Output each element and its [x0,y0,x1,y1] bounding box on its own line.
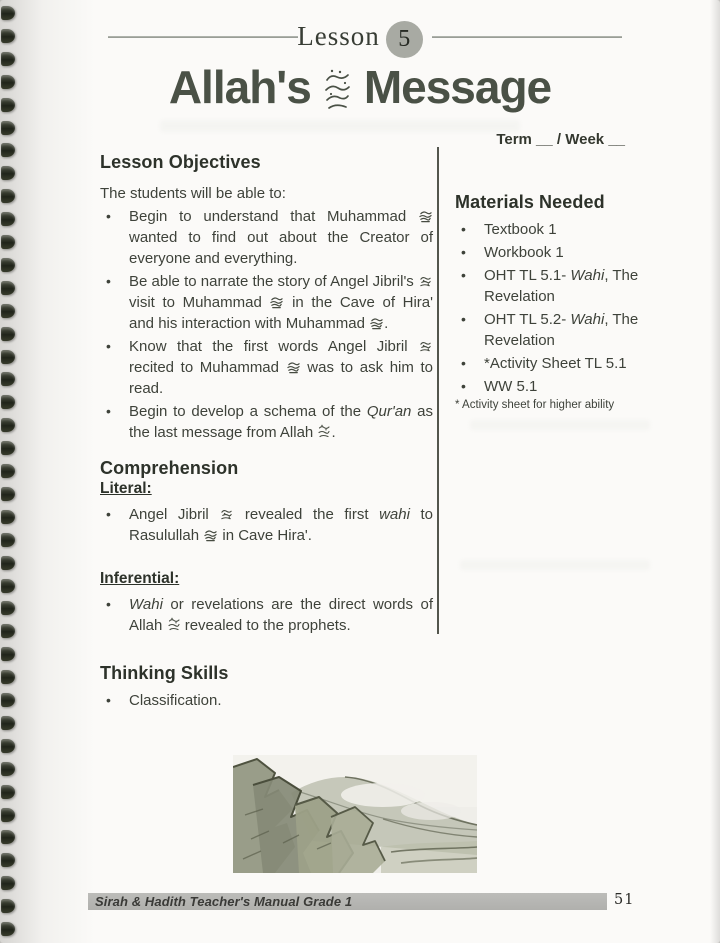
honorific-saw-icon [270,296,283,309]
spiral-coil [1,693,15,707]
spiral-coil [1,785,15,799]
spiral-binding [0,0,22,943]
honorific-as-icon [419,340,432,353]
spiral-coil [1,533,15,547]
spiral-coil [1,166,15,180]
list-item [100,206,433,269]
honorific-as-icon [220,508,233,521]
bullet-icon: • [461,244,466,260]
list-item [100,401,433,443]
spiral-coil [1,922,15,936]
literal-label: Literal: [100,480,152,497]
honorific-saw-icon [370,317,383,330]
page-number: 51 [614,892,635,908]
bullet-icon: • [106,692,111,708]
bullet-icon: • [106,273,111,289]
title-pre: Allah's [168,61,311,113]
spiral-coil [1,853,15,867]
list-item [455,376,661,397]
spiral-coil [1,647,15,661]
spiral-coil [1,98,15,112]
bullet-icon: • [461,221,466,237]
spiral-coil [1,601,15,615]
honorific-saw-icon [419,210,432,223]
bleed-through-smudge [470,420,650,430]
honorific-swt-icon [168,617,180,632]
spiral-coil [1,258,15,272]
list-item-text: OHT TL 5.1- Wahi, The Revelation [484,267,639,305]
bullet-icon: • [106,338,111,354]
lesson-header [0,15,720,58]
honorific-swt-icon [318,424,330,439]
spiral-coil [1,29,15,43]
materials-footnote: * Activity sheet for higher ability [455,399,615,411]
materials-heading: Materials Needed [455,192,605,212]
honorific-saw-icon [287,361,300,374]
spiral-coil [1,487,15,501]
spiral-coil [1,830,15,844]
inferential-label: Inferential: [100,570,180,587]
spiral-coil [1,121,15,135]
bleed-through-smudge [460,560,650,570]
objectives-list [100,206,433,443]
thinking-skills-list [100,690,433,711]
footer-manual-title: Sirah & Hadith Teacher's Manual Grade 1 [95,894,353,909]
list-item-text: WW 5.1 [484,378,538,395]
cave-hira-illustration [233,755,477,873]
spiral-coil [1,510,15,524]
page-title [60,60,660,114]
thinking-skills-heading: Thinking Skills [100,663,229,683]
objectives-heading: Lesson Objectives [100,152,261,172]
spiral-coil [1,556,15,570]
bullet-icon: • [461,267,466,283]
footer-bar [88,893,607,910]
list-item-text: Workbook 1 [484,244,564,261]
spiral-coil [1,6,15,20]
spiral-coil [1,212,15,226]
spiral-coil [1,464,15,478]
bleed-through-smudge [160,120,520,132]
spiral-coil [1,327,15,341]
spiral-coil [1,281,15,295]
list-item-text: Wahi or revelations are the direct words of Allah revealed to the prophets. [129,596,433,634]
bullet-icon: • [106,506,111,522]
spiral-coil [1,52,15,66]
list-item [100,504,433,546]
column-divider [437,147,439,634]
spiral-coil [1,235,15,249]
literal-list [100,504,433,546]
list-item [455,309,661,351]
spiral-coil [1,876,15,890]
list-item-text: Know that the first words Angel Jibril recited to Muhammad was to ask him to read. [129,338,434,397]
list-item-text: *Activity Sheet TL 5.1 [484,355,627,372]
comprehension-heading: Comprehension [100,458,239,478]
spiral-coil [1,624,15,638]
list-item [100,271,433,334]
spiral-coil [1,808,15,822]
objectives-intro: The students will be able to: [100,185,286,202]
spiral-coil [1,739,15,753]
list-item-text: OHT TL 5.2- Wahi, The Revelation [484,311,639,349]
spiral-coil [1,899,15,913]
list-item-text: Textbook 1 [484,221,557,238]
honorific-saw-icon [204,529,217,542]
spiral-coil [1,304,15,318]
right-column [455,192,661,411]
list-item [100,690,433,711]
term-week-field: Term __ / Week __ [496,131,625,148]
spiral-coil [1,143,15,157]
honorific-as-icon [419,275,432,288]
list-item [455,242,661,263]
honorific-swt-calligraphy-icon [324,66,351,112]
list-item-text: Begin to develop a schema of the Qur'an as the last message from Allah . [129,403,433,441]
list-item-text: Begin to understand that Muhammad wanted to find out about the Creator of everyone and everything. [129,208,433,267]
lesson-number: 5 [398,26,411,52]
bullet-icon: • [106,208,111,224]
bullet-icon: • [106,596,111,612]
list-item-text: Classification. [129,692,222,709]
spiral-coil [1,189,15,203]
list-item [455,219,661,240]
spiral-coil [1,716,15,730]
spiral-coil [1,670,15,684]
list-item [455,265,661,307]
spiral-coil [1,418,15,432]
list-item [100,336,433,399]
list-item [455,353,661,374]
inferential-list [100,594,433,636]
spiral-coil [1,75,15,89]
title-post: Message [363,61,552,113]
lesson-number-badge [386,21,423,58]
list-item-text: Be able to narrate the story of Angel Jibril's visit to Muhammad in the Cave of Hira' and his interaction with Muhammad . [129,273,433,332]
lesson-label: Lesson [297,21,380,51]
bullet-icon: • [461,355,466,371]
bullet-icon: • [106,403,111,419]
spiral-coil [1,395,15,409]
bullet-icon: • [461,311,466,327]
spiral-coil [1,441,15,455]
bullet-icon: • [461,378,466,394]
list-item-text: Angel Jibril revealed the first wahi to Rasulullah in Cave Hira'. [129,506,433,544]
spiral-coil [1,579,15,593]
left-column [100,152,433,713]
list-item [100,594,433,636]
spiral-coil [1,762,15,776]
spiral-coil [1,350,15,364]
spiral-coil [1,372,15,386]
materials-list [455,219,661,397]
